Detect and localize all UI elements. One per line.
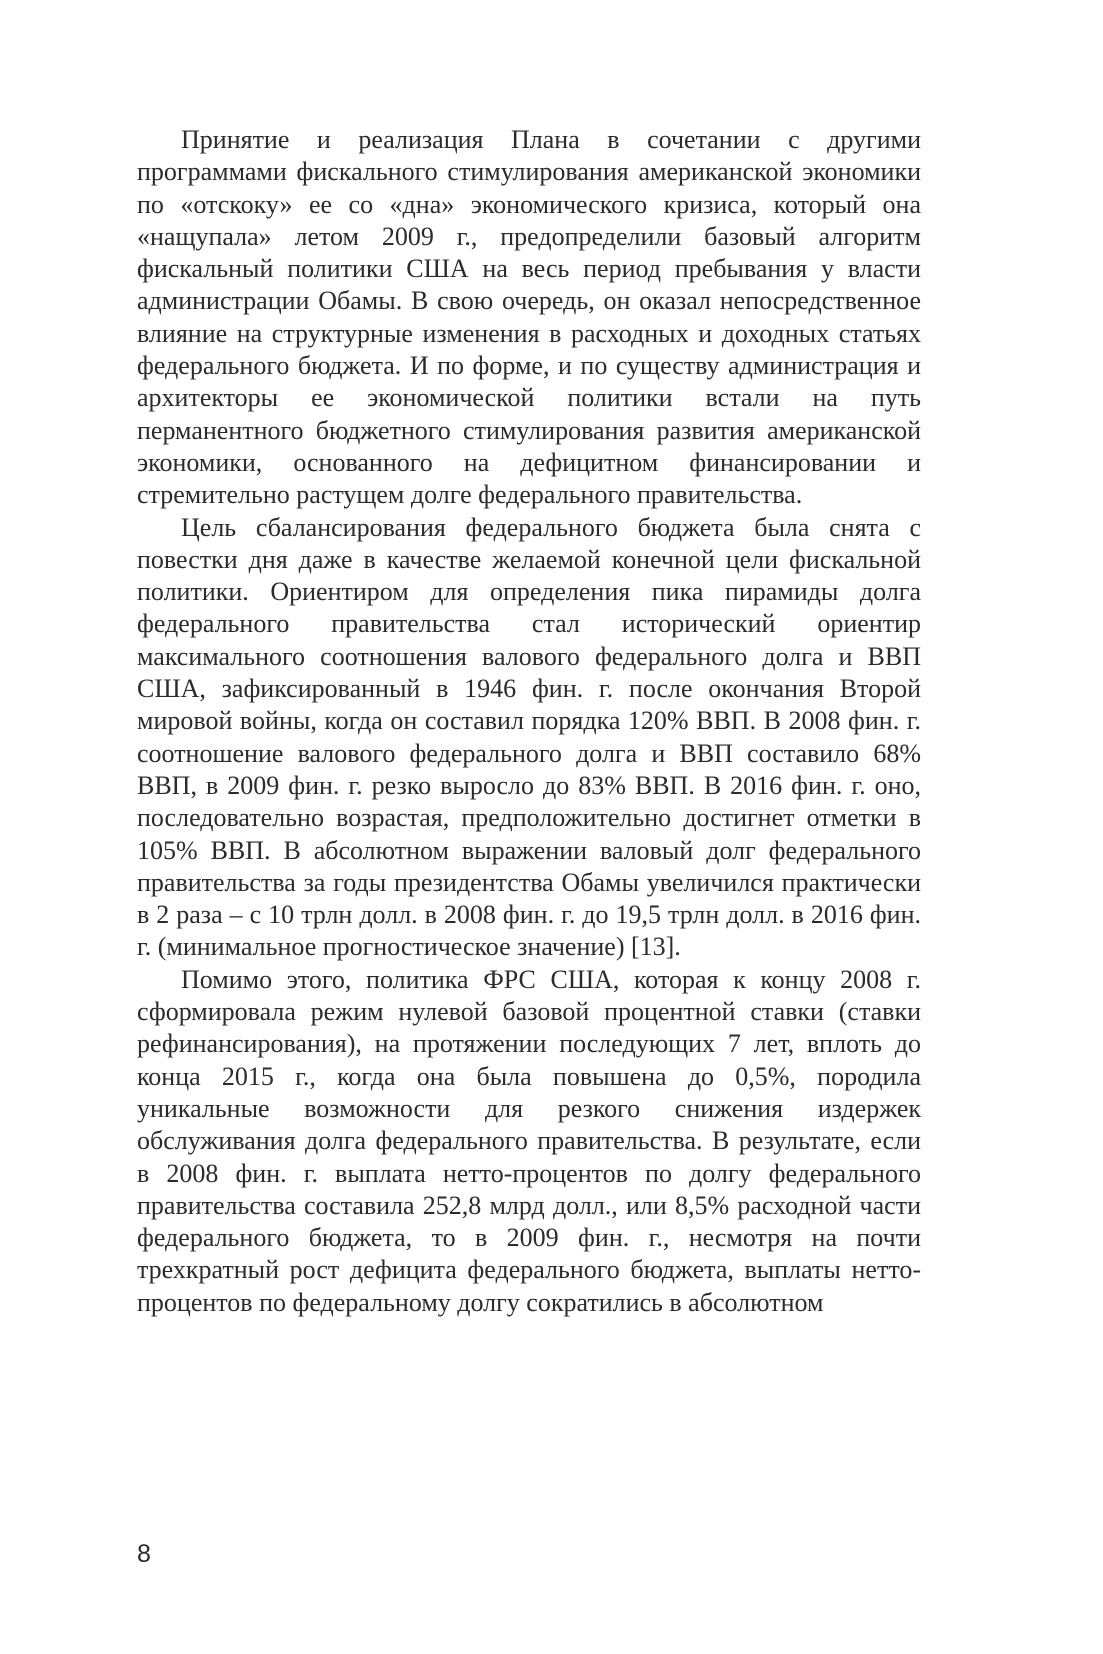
body-text <box>137 124 921 1319</box>
paragraph-2: Цель сбалансирования федерального бюджета была снята с повестки дня даже в качестве желаемой конечной цели фискальной политики. Ориентиром для определения пика пирамиды долга федерального правительства стал исторический ориентир максимального соотношения валового федерального долга и ВВП США, зафиксированный в 1946 фин. г. после окончания Второй мировой войны, когда он составил порядка 120% ВВП. В 2008 фин. г. соотношение валового федерального долга и ВВП составило 68% ВВП, в 2009 фин. г. резко выросло до 83% ВВП. В 2016 фин. г. оно, последовательно возрастая, предположительно достигнет отметки в 105% ВВП. В абсолютном выражении валовый долг федерального правительства за годы президентства Обамы увеличился практически в 2 раза – с 10 трлн долл. в 2008 фин. г. до 19,5 трлн долл. в 2016 фин. г. (минимальное прогностическое значение) [13]. <box>137 512 921 962</box>
paragraph-3: Помимо этого, политика ФРС США, которая к концу 2008 г. сформировала режим нулевой базовой процентной ставки (ставки рефинансирования), на протяжении последующих 7 лет, вплоть до конца 2015 г., когда она была повышена до 0,5%, породила уникальные возможности для резкого снижения издержек обслуживания долга федерального правительства. В результате, если в 2008 фин. г. выплата нетто-процентов по долгу федерального правительства составила 252,8 млрд долл., или 8,5% расходной части федерального бюджета, то в 2009 фин. г., несмотря на почти трехкратный рост дефицита федерального бюджета, выплаты нетто-процентов по федеральному долгу сократились в абсолютном <box>137 964 921 1317</box>
page-number: 8 <box>137 1540 151 1568</box>
paragraph-1: Принятие и реализация Плана в сочетании с другими программами фискального стимулирования американской экономики по «отскоку» ее со «дна» экономического кризиса, который она «нащупала» летом 2009 г., предопределили базовый алгоритм фискальный политики США на весь период пребывания у власти администрации Обамы. В свою очередь, он оказал непосредственное влияние на структурные изменения в расходных и доходных статьях федерального бюджета. И по форме, и по существу администрация и архитекторы ее экономической политики встали на путь перманентного бюджетного стимулирования развития американской экономики, основанного на дефицитном финансировании и стремительно растущем долге федерального правительства. <box>137 125 921 510</box>
